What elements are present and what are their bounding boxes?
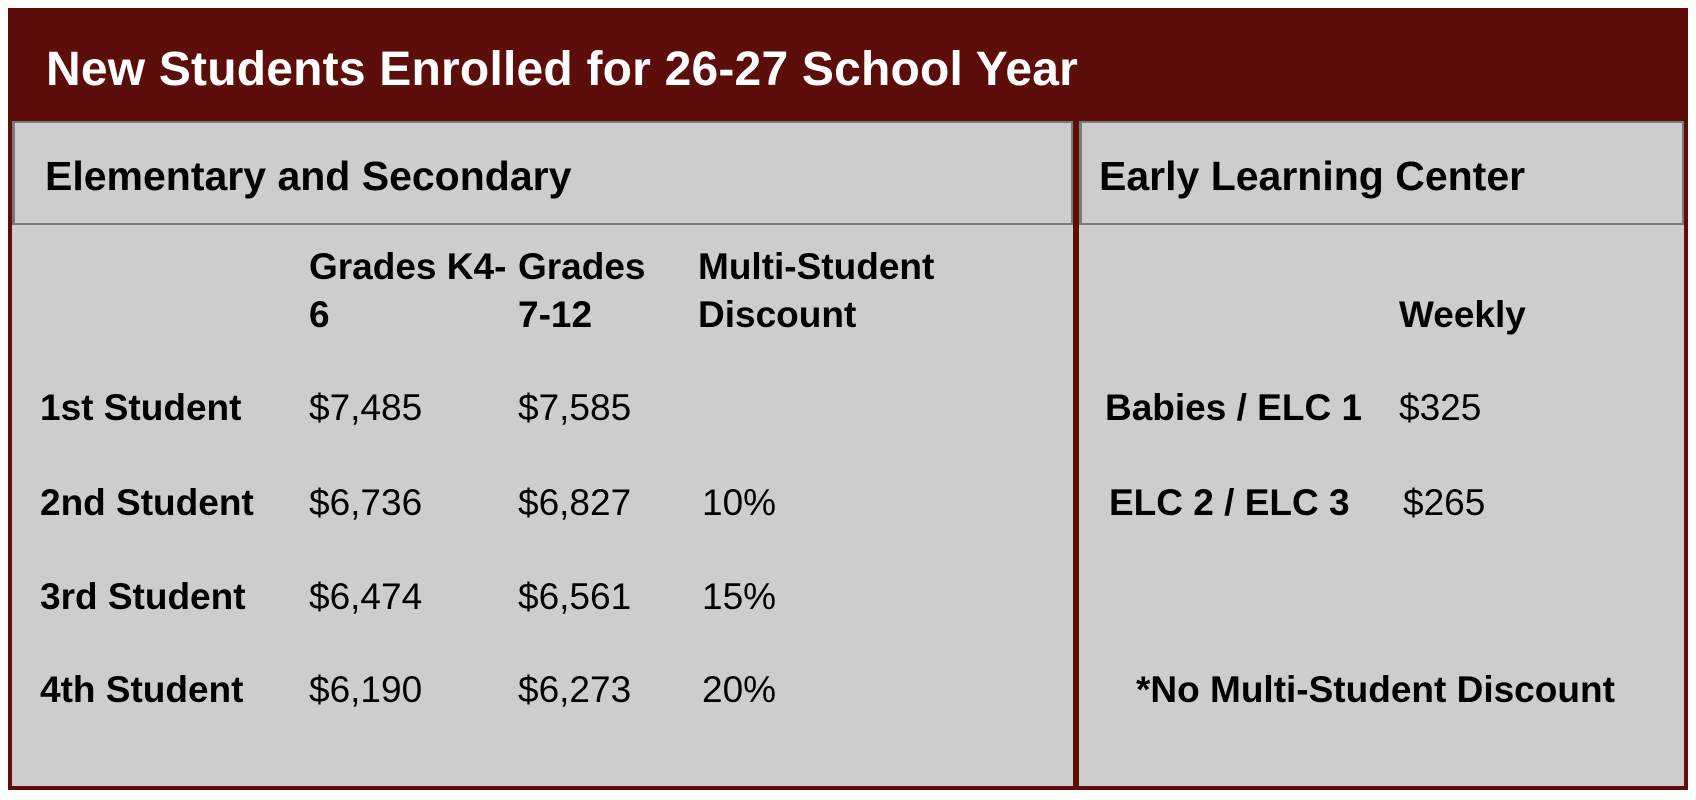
discount-4th: 20% <box>702 669 777 710</box>
row-label-4th-student: 4th Student <box>40 669 244 710</box>
no-discount-note: *No Multi-Student Discount <box>1136 669 1615 710</box>
price-3rd-7-12: $6,561 <box>518 576 632 617</box>
price-babies-elc-1: $325 <box>1399 387 1482 428</box>
pricing-card <box>8 8 1688 790</box>
price-1st-7-12: $7,585 <box>518 387 632 428</box>
price-elc-2-3: $265 <box>1403 482 1486 523</box>
discount-2nd: 10% <box>702 482 777 523</box>
row-label-2nd-student: 2nd Student <box>40 482 254 523</box>
row-label-1st-student: 1st Student <box>40 387 242 428</box>
column-header-k4-6-line-2: 6 <box>309 294 330 335</box>
early-learning-center-title: Early Learning Center <box>1099 153 1526 199</box>
price-4th-k4-6: $6,190 <box>309 669 423 710</box>
discount-3rd: 15% <box>702 576 777 617</box>
price-1st-k4-6: $7,485 <box>309 387 423 428</box>
page-title: New Students Enrolled for 26-27 School Year <box>46 43 1078 96</box>
column-header-7-12-line-2: 7-12 <box>518 294 593 335</box>
card-header <box>8 8 1688 121</box>
elementary-secondary-title: Elementary and Secondary <box>45 153 572 199</box>
column-header-discount-line-2: Discount <box>698 294 857 335</box>
price-2nd-7-12: $6,827 <box>518 482 632 523</box>
early-learning-center-panel <box>1079 121 1684 786</box>
column-header-k4-6-line-1: Grades K4- <box>309 246 507 287</box>
row-label-babies-elc-1: Babies / ELC 1 <box>1105 387 1363 428</box>
early-learning-center-header <box>1079 121 1684 225</box>
elementary-secondary-panel <box>12 121 1073 786</box>
price-2nd-k4-6: $6,736 <box>309 482 423 523</box>
column-header-weekly: Weekly <box>1399 294 1526 335</box>
column-header-7-12-line-1: Grades <box>518 246 646 287</box>
elementary-secondary-header <box>12 121 1073 225</box>
row-label-3rd-student: 3rd Student <box>40 576 246 617</box>
column-header-discount-line-1: Multi-Student <box>698 246 935 287</box>
row-label-elc-2-3: ELC 2 / ELC 3 <box>1109 482 1350 523</box>
price-4th-7-12: $6,273 <box>518 669 632 710</box>
price-3rd-k4-6: $6,474 <box>309 576 423 617</box>
